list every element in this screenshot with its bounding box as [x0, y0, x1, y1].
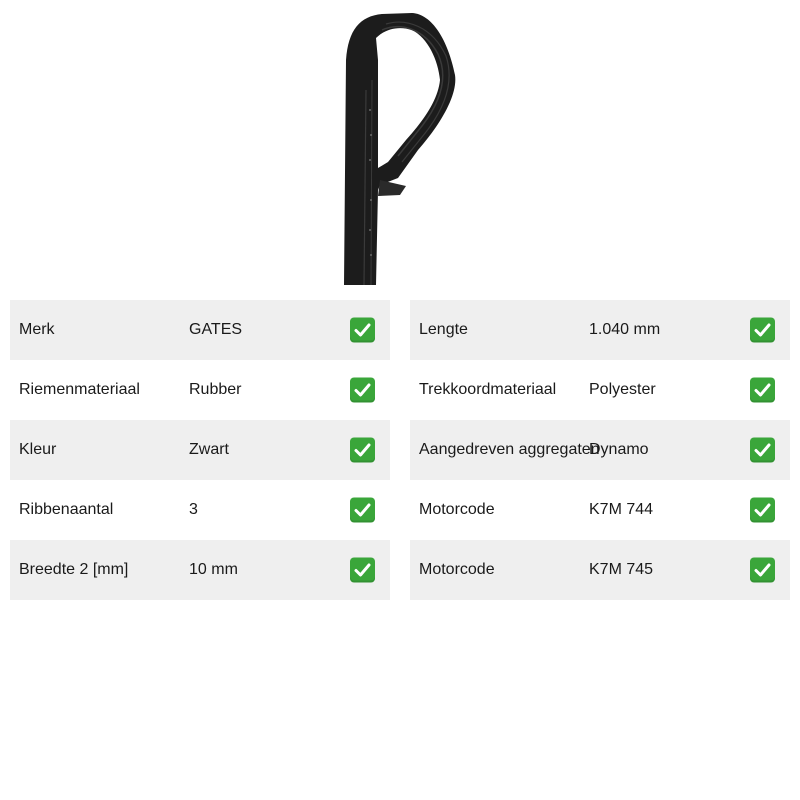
spec-label: Aangedreven aggregaten — [419, 441, 600, 458]
check-icon — [350, 378, 375, 403]
spec-row — [410, 420, 790, 480]
spec-label: Lengte — [419, 321, 468, 338]
spec-value: Zwart — [189, 441, 229, 458]
spec-table-right — [410, 300, 790, 600]
spec-value: 3 — [189, 501, 198, 518]
spec-label: Kleur — [19, 441, 57, 458]
spec-table-left — [10, 300, 390, 600]
spec-row — [10, 420, 390, 480]
spec-value: K7M 744 — [589, 501, 654, 518]
spec-label: Motorcode — [419, 501, 495, 518]
spec-value: 10 mm — [189, 561, 238, 578]
spec-row — [410, 300, 790, 360]
spec-label: Ribbenaantal — [19, 501, 114, 518]
check-icon — [350, 558, 375, 583]
spec-row — [10, 360, 390, 420]
spec-label: Breedte 2 [mm] — [19, 561, 129, 578]
spec-label: Riemenmateriaal — [19, 381, 140, 398]
spec-label: Merk — [19, 321, 55, 338]
spec-value: Polyester — [589, 381, 656, 398]
check-icon — [750, 318, 775, 343]
spec-row — [410, 540, 790, 600]
check-icon — [750, 558, 775, 583]
spec-value: K7M 745 — [589, 561, 654, 578]
spec-label: Trekkoordmateriaal — [419, 381, 557, 398]
spec-label: Motorcode — [419, 561, 495, 578]
spec-value: GATES — [189, 321, 243, 338]
check-icon — [750, 378, 775, 403]
check-icon — [750, 438, 775, 463]
spec-value: 1.040 mm — [589, 321, 661, 338]
spec-row — [10, 540, 390, 600]
serpentine-belt-image — [320, 0, 480, 290]
check-icon — [350, 498, 375, 523]
spec-value: Dynamo — [589, 441, 649, 458]
check-icon — [350, 318, 375, 343]
spec-row — [10, 300, 390, 360]
spec-row — [10, 480, 390, 540]
check-icon — [750, 498, 775, 523]
check-icon — [350, 438, 375, 463]
spec-row — [410, 360, 790, 420]
spec-row — [410, 480, 790, 540]
spec-value: Rubber — [189, 381, 242, 398]
